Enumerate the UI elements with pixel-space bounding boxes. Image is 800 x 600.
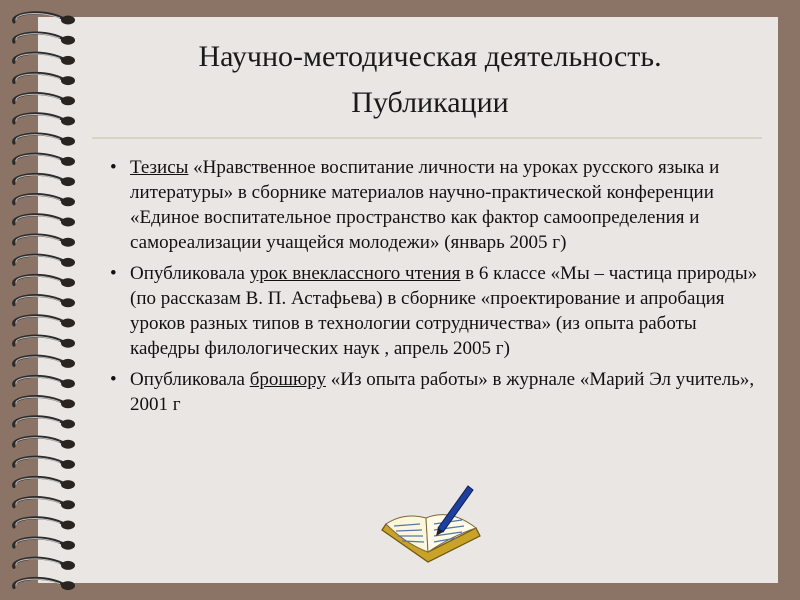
open-book-with-pen-icon (376, 478, 486, 572)
publications-list (110, 155, 760, 423)
spiral-ring (14, 397, 75, 409)
item-lead: Опубликовала (130, 263, 250, 284)
spiral-ring (14, 215, 75, 227)
spiral-ring (14, 477, 75, 489)
publication-item-lesson (110, 261, 760, 361)
spiral-ring (14, 538, 75, 550)
spiral-ring (14, 498, 75, 510)
bullet: • (110, 157, 117, 178)
title-divider (92, 137, 762, 139)
title-line-1: Научно-методическая деятельность. (198, 40, 662, 73)
bullet: • (110, 369, 117, 390)
spiral-ring (14, 73, 75, 85)
spiral-ring (14, 275, 75, 287)
reading-lesson-link[interactable]: урок внеклассного чтения (249, 263, 461, 284)
publication-item-brochure (110, 367, 760, 417)
spiral-ring (14, 154, 75, 166)
spiral-ring (14, 356, 75, 368)
spiral-ring (14, 578, 75, 590)
item-lead: Опубликовала (130, 369, 250, 390)
spiral-ring (14, 518, 75, 530)
spiral-ring (14, 336, 75, 348)
spiral-ring (14, 195, 75, 207)
spiral-ring (14, 13, 75, 25)
item-text: в 6 классе «Мы – частица природы» (по рассказам В. П. Астафьева) в сборнике «проектирование и апробация уроков разных типов в технологии сотрудничества» (из опыта работы кафедры филологических наук , апрель 2005 г) (130, 263, 758, 359)
spiral-ring (14, 376, 75, 388)
spiral-ring (14, 134, 75, 146)
spiral-ring (14, 437, 75, 449)
spiral-ring (14, 174, 75, 186)
brochure-link[interactable]: брошюру (249, 369, 326, 390)
notebook-spiral-binding (0, 0, 90, 600)
spiral-ring (14, 296, 75, 308)
spiral-ring (14, 53, 75, 65)
spiral-ring (14, 558, 75, 570)
title-line-2: Публикации (351, 86, 509, 119)
item-text: «Из опыта работы» в журнале «Марий Эл учитель», 2001 г (130, 369, 755, 415)
spiral-ring (14, 417, 75, 429)
bullet: • (110, 263, 117, 284)
spiral-ring (14, 33, 75, 45)
spiral-ring (14, 255, 75, 267)
item-text: «Нравственное воспитание личности на уроках русского языка и литературы» в сборнике материалов научно-практической конференции «Единое воспитательное пространство как фактор самоопределения и самореализации учащейся молодежи» (январь 2005 г) (130, 157, 720, 253)
theses-link[interactable]: Тезисы (130, 157, 189, 178)
slide-title (100, 34, 760, 126)
spiral-ring (14, 94, 75, 106)
spiral-ring (14, 114, 75, 126)
spiral-ring (14, 457, 75, 469)
spiral-ring (14, 316, 75, 328)
spiral-ring (14, 235, 75, 247)
publication-item-theses (110, 155, 760, 255)
